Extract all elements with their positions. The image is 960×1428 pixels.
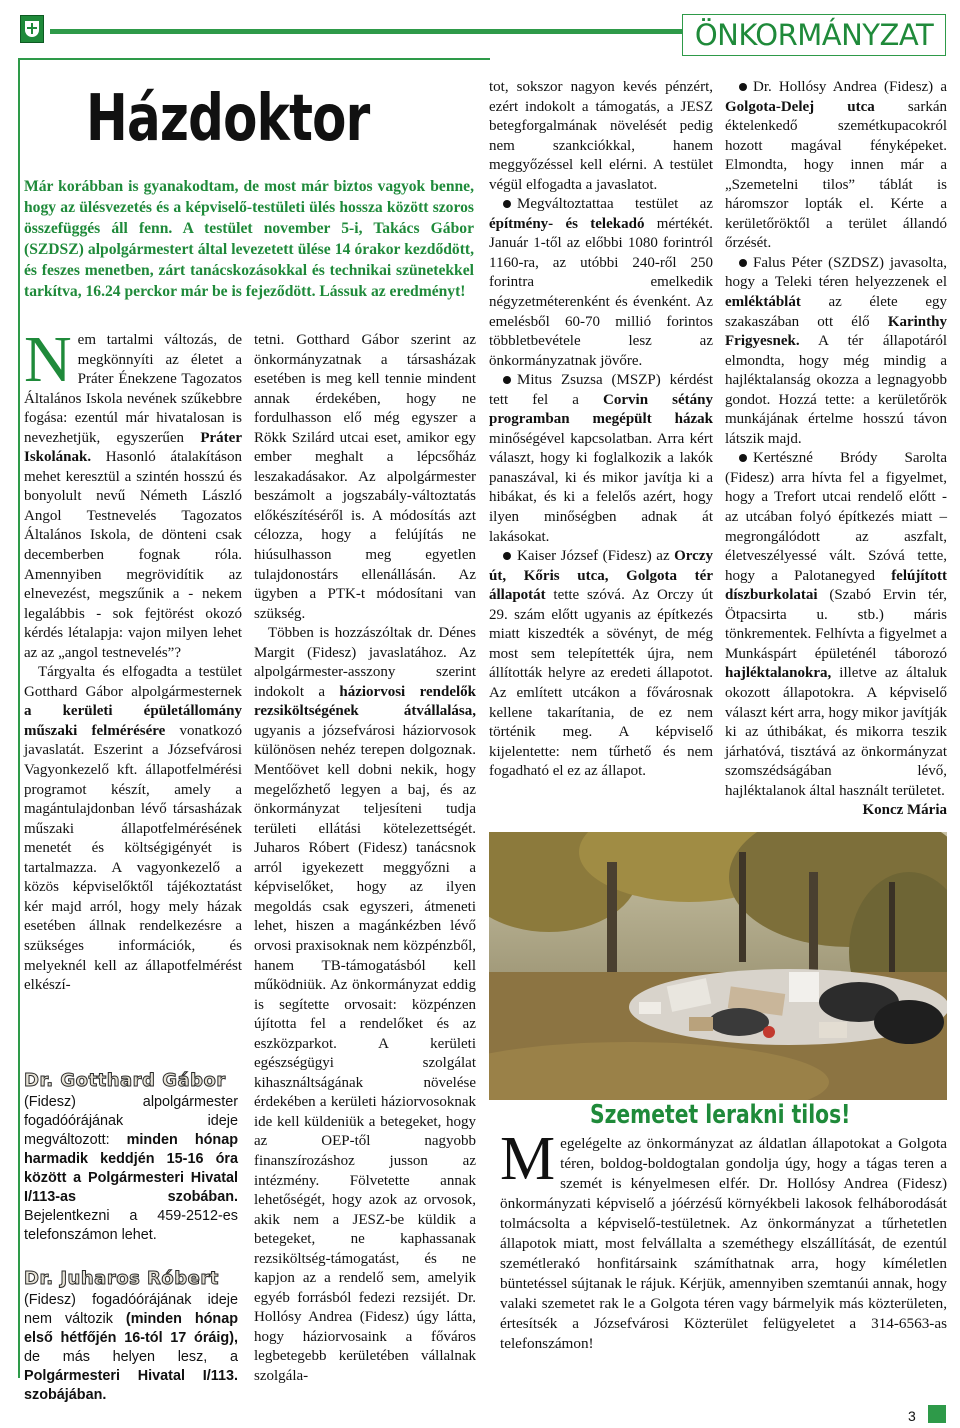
paragraph: Kertészné Bródy Sarolta (Fidesz) arra hívta fel a figyelmet, hogy a Trefort utcai rendelő előtt - az utcában folyó építkezés miatt – megrongálódott az aszfalt, életveszélyessé vált. Szóvá tette, hogy a Palotanegyed felújított díszburkolatai (Szabó Ervin tér, Ötpacsirta u. stb.) máris tönkrementek. Felhívta a figyelmet a Munkáspárt épületénél táborozó hajléktalanokra, illetve az általuk okozott állapotokra. A képviselő választ kért arra, hogy mikor javítják ki az úthibákat, és mikorra teszik járhatóvá, tisztává az önkormányzat szomszédságában lévő, hajléktalanok által használt területet. Koncz Mária — [725, 449, 947, 801]
author-byline: Koncz Mária — [862, 802, 947, 819]
article-lede: Már korábban is gyanakodtam, de most már biztos vagyok benne, hogy az ülésvezetés és a képviselő-testületi ülés hossza között szoros összefüggés áll fenn. A testület november 5-i, Takács Gábor (SZDSZ) alpolgármestert által levezetett ülése 14 órakor kezdődött, és feszes menetben, zárt tanácskozásokkal és technikai szünetekkel tarkítva, 16.24 perckor már be is fejeződött. Lássuk az eredményt! — [24, 178, 474, 300]
article-column-2 — [254, 331, 476, 1387]
paragraph: Nem tartalmi változás, de megkönnyíti az életet a Práter Énekzene Tagozatos Általános Iskola nevének szűkebbre fogása: ezentúl már hivatalosan is nevezhetjük, egyszerűen Práter Iskolának. Hasonló átalakításon mehet keresztül a szintén hosszú és bonyolult nevű Németh László Angol Testnevelés Tagozatos Általános Iskola, de dönteni csak decemberben fognak róla. Amennyiben megrövidítik az elnevezést, megszűnik a - nekem legalábbis - sok fejtörést okozó kérdés létalapja: vajon milyen lehet az az „angol testnevelés”? — [24, 323, 242, 661]
section-label: ÖNKORMÁNYZAT — [682, 14, 946, 56]
dropcap: N — [24, 323, 72, 396]
district-crest-icon — [20, 15, 44, 43]
article-column-4 — [725, 78, 947, 821]
page-number: 3 — [908, 1408, 916, 1424]
paragraph: Többen is hozzászóltak dr. Dénes Margit (Fidesz) javaslatához. Az alpolgármester-asszony szerint indokolt a háziorvosi rendelők rezsiköltségének átvállalása, ugyanis a józsefvárosi háziorvosok különösen nehéz terepen dolgoznak. Mentőövet kell dobni nekik, hogy megelőzhető legyen a baj, és az önkormányzat teljesíteni tudja területi ellátási kötelezettségét. Juharos Róbert (Fidesz) tanácsnok arról igyekezett meggyőzni a képviselőket, hogy az ilyen megoldás csak egyszeri, átmeneti lehet, hiszen a magánkézben lévő orvosi praxisoknak nem közpénzből, hanem TB-támogatásból kell működniük. Az önkormányzat eddig is segítette orvosait: közpénzen újította fel a rendelőket és az eszközparkot. A kerületi egészségügyi szolgálat kihasználtságának növelése érdekében a kerületi háziorvosoknak ide kell küldeniük a betegeket, hogy az OEP-től nagyobb finanszírozáshoz jusson az intézmény. Fölvetette annak lehetőségét, hogy azok az orvosok, akik nem a JESZ-be küldik a betegeket, ne kaphassanak rezsiköltség-támogatást, és ne kapjon az a rendelő sem, amelyik egyéb forrásból fedezi rezsijét. Dr. Hollósy Andrea (Fidesz) úgy látta, hogy háziorvosaink a főváros legbetegebb kerületében vállalnak szolgála- — [254, 625, 476, 1384]
article-column-3 — [489, 78, 713, 782]
article2-headline: Szemetet lerakni tilos! — [590, 1100, 851, 1130]
office-hours-box — [24, 1065, 238, 1403]
paragraph: Kaiser József (Fidesz) az Orczy út, Kőris utca, Golgota tér állapotát tette szóvá. Az Orczy út 29. szám előtt ugyanis az építkezés miatt kiszedték a sövényt, de még most sem telepítették újra, nem állították helyre az eredeti állapotot. Az említett utcákon a fővárosnak kellene takarítania, de ez nem történik meg. A képviselő kijelentette: nem tűrhető és nem fogadható el ez az állapot. — [489, 548, 713, 780]
office-hours-text: (Fidesz) fogadóórájának ideje nem változik (minden hónap első hétfőjén 16-tól 17 óráig), de más helyen lesz, a Polgármesteri Hivatal I/113. szobájában. — [24, 1292, 238, 1403]
bullet-icon — [739, 83, 747, 91]
bullet-icon — [503, 200, 511, 208]
bullet-icon — [503, 552, 511, 560]
paragraph: Mitus Zsuzsa (MSZP) kérdést tett fel a Corvin sétány programban megépült házak minőségével kapcsolatban. Arra kért választ, hogy ki foglalkozik a lakók panaszával, ki és mikor javítja ki a hibákat, és ki a felelős azért, hogy ilyen minőségben adnak át lakásokat. — [489, 372, 713, 545]
official-name: Dr. Juharos Róbert — [24, 1268, 219, 1289]
article-title: Házdoktor — [86, 82, 370, 156]
paragraph: Tárgyalta és elfogadta a testület Gotthard Gábor alpolgármesternek a kerületi épületállomány műszaki felmérésére vonatkozó javaslatát. Eszerint a Józsefvárosi Vagyonkezelő kft. állapotfelmérési programot készít, amely a magántulajdonban lévő társasházak műszaki állapotfelmérésének menetét és költségigényét is tartalmazza. A vagyonkezelő a közös képviselőktől tájékoztatást kér majd arról, hogy mely házak esetében állnak rendelkezésre a szükséges információk, és melyeknél kell az állapotfelmérést elkészí- — [24, 664, 242, 994]
bullet-icon — [503, 376, 511, 384]
dropcap: M — [500, 1125, 556, 1193]
bullet-icon — [739, 259, 747, 267]
paragraph: tot, sokszor nagyon kevés pénzért, ezért indokolt a támogatás, a JESZ betegforgalmának növelését pedig nem szankciókkal, hanem meggyőzéssel kell elérni. A testület végül elfogadta a javaslatot. — [489, 79, 713, 193]
article-column-1 — [24, 323, 242, 996]
paragraph: tetni. Gotthard Gábor szerint az önkormányzatnak a társasházak esetében is meg kell tennie mindent annak érdekében, hogy ne fordulhasson elő még egyszer a Rökk Szilárd utcai eset, amikor egy ember meghalt a lépcsőház leszakadásakor. Az alpolgármester beszámolt a jogszabály-változtatás előkészítéséről is. A módosítás azt célozza, hogy a felújítás ne hiúsulhasson meg egyetlen tulajdonostárs ellenállásán. Az ügyben a PTK-t módosítani van szükség. — [254, 332, 476, 622]
office-hours-text: (Fidesz) alpolgármester fogadóórájának ideje megváltozott: minden hónap harmadik keddjén 15-16 óra között a Polgármesteri Hivatal I/113-as szobában. Bejelentkezni a 459-2512-es telefonszámon lehet. — [24, 1094, 238, 1243]
header-rule — [50, 29, 682, 34]
garbage-pile-photo — [489, 832, 947, 1100]
paragraph: Megváltoztattaa testület az építmény- és telekadó mértékét. Január 1-től az előbbi 1080 forintról 1160-ra, az utóbbi 240-ről 250 forintra emelkedik négyzetméterenként és évenként. Az emelésből 60-70 millió forintos többletbevétele lesz az önkormányzatnak jövőre. — [489, 196, 713, 369]
official-name: Dr. Gotthard Gábor — [24, 1070, 226, 1091]
paragraph: Dr. Hollósy Andrea (Fidesz) a Golgota-Delej utca sarkán éktelenkedő szemétkupacokról hozott magával fényképeket. Elmondta, hogy innen már a „Szemetelni tilos” táblát is háromszor lopták el. Kérte a kerületőröktől a terület állandó őrzését. — [725, 79, 947, 252]
article2-body: Megelégelte az önkormányzat az áldatlan állapotokat a Golgota téren, boldog-boldogtalan gondolja úgy, hogy a tágas teren a szemét is kényelmesen elfér. Dr. Hollósy Andrea (Fidesz) önkormányzati képviselő a jóérzésű környékbeli lakosok felháborodását tolmácsolta a képviselő-testületnek. Az önkormányzat a tűrhetetlen állapotok miatt, most felvállalta a szeméthegy elszállítását, de ezentúl szemétlerakó honfitársaink számíthatnak arra, hogy kíméletlen büntetéssel sújtanak le rájuk. Kérjük, amennyiben szemtanúi annak, hogy valaki szemetet rak le a Golgota téren vagy bármelyik más közterületen, értesítsék a Józsefvárosi Közterület felügyeletet a 314-6563-as telefonszámon! — [500, 1125, 947, 1352]
bullet-icon — [739, 454, 747, 462]
paragraph: Falus Péter (SZDSZ) javasolta, hogy a Teleki téren helyezzenek el emléktáblát az élete egy szakaszában ott élő Karinthy Frigyesnek. A tér állapotáról elmondta, hogy még mindig a hajléktalanság okozza a legnagyobb gondot. Hozzá tette: a kerületőrök munkájának értelme hosszú távon látszik majd. — [725, 254, 947, 447]
page-marker — [928, 1405, 946, 1423]
